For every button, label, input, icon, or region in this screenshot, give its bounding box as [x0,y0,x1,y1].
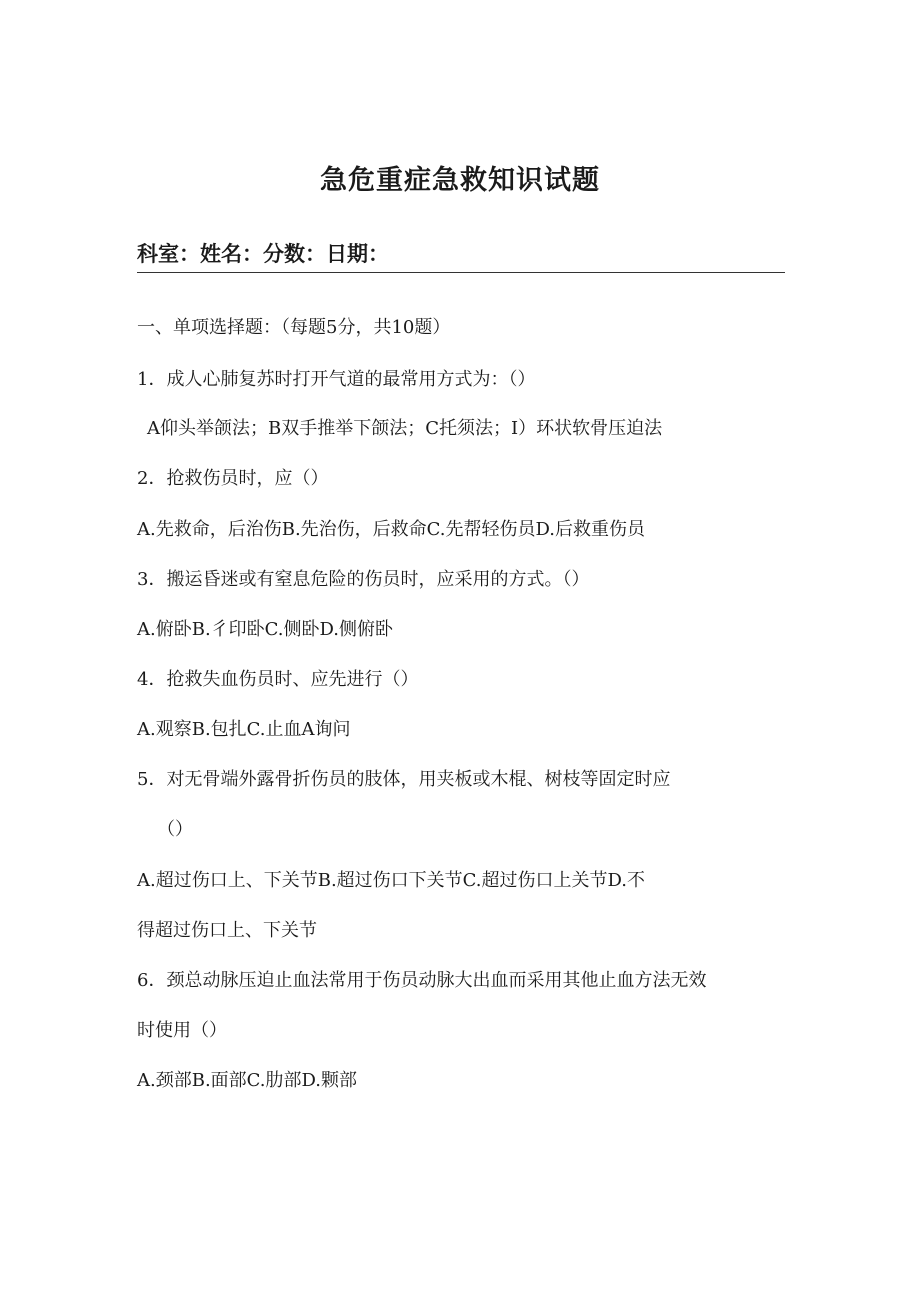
question-3-stem: 3．搬运昏迷或有窒息危险的伤员时，应采用的方式。（） [137,569,590,590]
question-5-options: A.超过伤口上、下关节B.超过伤口下关节C.超过伤口上关节D.不 [137,870,646,891]
question-6-options: A.颈部B.面部C.肋部D.颗部 [137,1070,358,1091]
question-3-options: A.俯卧B.彳印卧C.侧卧D.侧俯卧 [137,619,394,640]
question-4-stem: 4．抢救失血伤员时、应先进行（） [137,669,419,690]
question-5-options-continued: 得超过伤口上、下关节 [137,920,317,941]
exam-info-line: 科室：姓名：分数：日期： [137,240,785,273]
page-title: 急危重症急救知识试题 [320,165,600,196]
question-6-stem: 6．颈总动脉压迫止血法常用于伤员动脉大出血而采用其他止血方法无效 [137,970,707,991]
question-2-options: A.先救命，后治伤B.先治伤，后救命C.先帮轻伤员D.后救重伤员 [137,519,646,540]
question-4-options: A.观察B.包扎C.止血A询问 [137,719,351,740]
question-1-stem: 1．成人心肺复苏时打开气道的最常用方式为：（） [137,369,536,390]
question-6-stem-continued: 时使用（） [137,1020,227,1041]
question-2-stem: 2．抢救伤员时，应（） [137,468,329,489]
question-1-options: A仰头举颌法；B双手推举下颌法；C托须法；I）环状软骨压迫法 [147,418,663,439]
question-5-stem-continued: （） [157,819,193,840]
question-5-stem: 5．对无骨端外露骨折伤员的肢体，用夹板或木棍、树枝等固定时应 [137,769,671,790]
section-heading: 一、单项选择题：（每题5分，共10题） [137,317,451,338]
